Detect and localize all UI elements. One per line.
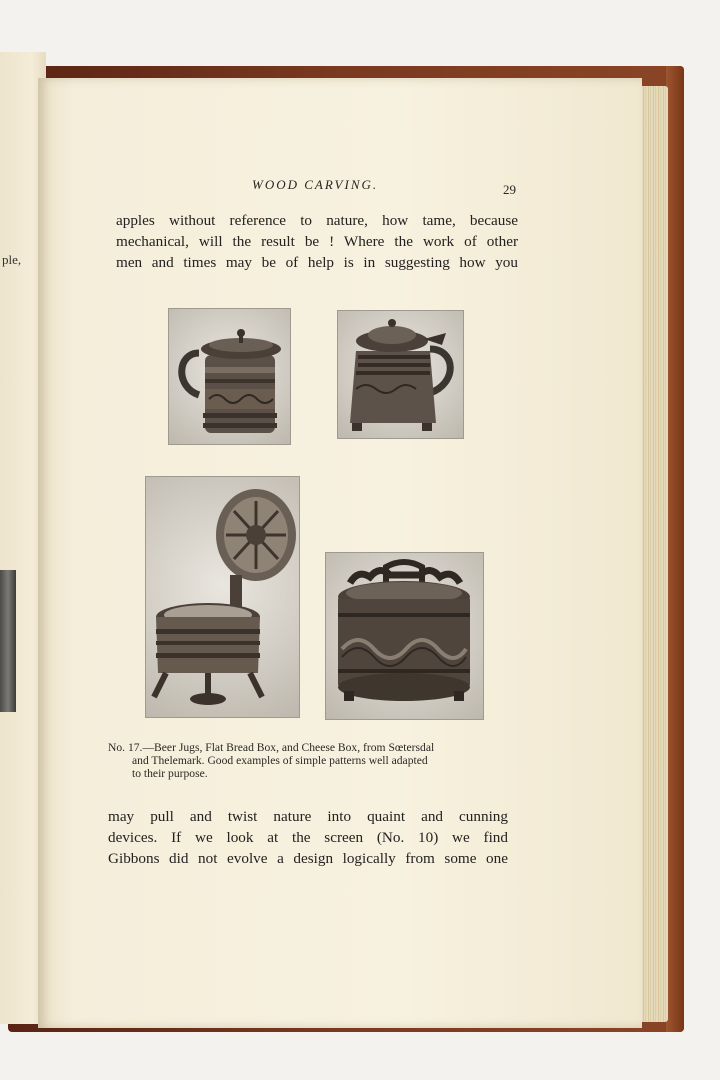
beer-jug-illustration: [169, 309, 290, 444]
figure-caption: [108, 741, 512, 780]
left-page-text-fragment: ple,: [2, 252, 22, 267]
caption-line: and Thelemark. Good examples of simple patterns well adapted: [132, 754, 428, 767]
text-line: apples without reference to nature, how tame, because: [116, 212, 518, 229]
paragraph-bottom: [108, 806, 508, 869]
photo-beer-jug-1: [168, 308, 291, 445]
running-title: WOOD CARVING.: [252, 177, 379, 192]
caption-line: to their purpose.: [132, 767, 208, 780]
photo-beer-jug-2: [337, 310, 464, 439]
caption-line: No. 17.—Beer Jugs, Flat Bread Box, and Cheese Box, from Sœtersdal: [108, 741, 435, 754]
text-line: men and times may be of help is in suggesting how you: [116, 254, 518, 271]
text-line: mechanical, will the result be ! Where the work of other: [116, 233, 518, 250]
left-page-image-fragment: [0, 570, 16, 712]
photo-flat-bread-box: [145, 476, 300, 718]
photo-cheese-box: [325, 552, 484, 720]
text-line: Gibbons did not evolve a design logically from some one: [108, 850, 508, 867]
cheese-box-illustration: [326, 553, 483, 719]
paragraph-top: [116, 210, 518, 273]
text-line: devices. If we look at the screen (No. 10) we find: [108, 829, 508, 846]
cover-edge: [666, 66, 684, 1032]
page-number: 29: [503, 182, 516, 197]
bread-box-illustration: [146, 477, 299, 717]
beer-jug-illustration: [338, 311, 463, 438]
text-line: may pull and twist nature into quaint and cunning: [108, 808, 508, 825]
